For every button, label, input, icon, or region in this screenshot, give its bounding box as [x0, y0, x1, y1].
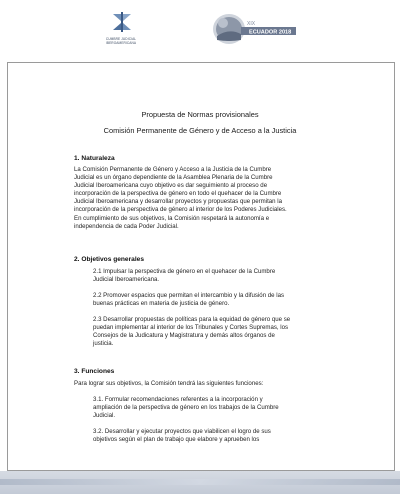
text-line: 2.3 Desarrollar propuestas de políticas para la equidad de género que se	[93, 316, 291, 323]
cumbre-judicial-logo	[92, 10, 150, 54]
ecuador-2018-logo	[207, 12, 299, 46]
objetivo-item-2-1	[93, 268, 329, 284]
text-line: 2.1 Impulsar la perspectiva de género en el quehacer de la Cumbre	[93, 268, 276, 275]
logo-caption-line-1: CUMBRE JUDICIAL	[105, 37, 137, 41]
text-line: Judicial es un órgano dependiente de la Asamblea Plenaria de la Cumbre	[74, 174, 273, 182]
text-line: 2.2 Promover espacios que permitan el intercambio y la difusión de las	[93, 292, 285, 299]
text-line: 3.2. Desarrollar y ejecutar proyectos que viabilicen el logro de sus	[93, 428, 271, 435]
text-line: incorporación de la perspectiva de género en todo el quehacer de la Cumbre	[74, 190, 282, 198]
text-line: La Comisión Permanente de Género y Acceso a la Justicia de la Cumbre	[74, 166, 272, 173]
logo-caption-line-2: IBEROAMERICANA	[105, 41, 137, 45]
section-heading-objetivos: 2. Objetivos generales	[74, 256, 144, 263]
letterhead	[0, 0, 400, 62]
cumbre-emblem-icon	[110, 10, 134, 34]
text-line: Consejos de la Judicatura y Magistratura y demás altos órganos de	[93, 332, 275, 340]
logo-sub-text: XIX	[247, 21, 256, 27]
funciones-intro: Para lograr sus objetivos, la Comisión tendrá las siguientes funciones:	[74, 380, 264, 387]
document-title: Propuesta de Normas provisionales	[141, 110, 259, 119]
naturaleza-paragraph	[74, 166, 330, 231]
text-line: puedan implementar al interior de los Tribunales y Cortes Supremas, los	[93, 324, 289, 332]
text-line: En cumplimiento de sus objetivos, la Comisión respetará la autonomía e	[74, 214, 270, 222]
text-line: justicia.	[93, 340, 114, 348]
funcion-item-3-1	[93, 396, 329, 420]
footer-stripe	[0, 479, 400, 485]
text-line: incorporación de la perspectiva de género al interior de los Poderes Judiciales.	[74, 206, 287, 214]
text-line: ampliación de la perspectiva de género en los trabajos de la Cumbre	[93, 404, 279, 412]
objetivo-item-2-3	[93, 316, 329, 348]
text-line: Judicial.	[93, 412, 116, 420]
funcion-item-3-2	[93, 428, 329, 444]
section-heading-funciones: 3. Funciones	[74, 368, 115, 375]
text-line: Judicial Iberoamericana y desarrollar proyectos y propuestas que permitan la	[74, 198, 282, 206]
text-line: objetivos según el plan de trabajo que elabore y aprueben los	[93, 436, 260, 444]
footer-band	[0, 471, 400, 494]
text-line: independencia de cada Poder Judicial.	[74, 222, 179, 230]
text-line: Judicial Iberoamericana cuyo objetivo es dar seguimiento al proceso de	[74, 182, 268, 190]
section-heading-naturaleza: 1. Naturaleza	[74, 155, 115, 162]
text-line: buenas prácticas en materia de justicia de género.	[93, 300, 230, 308]
text-line: Judicial Iberoamericana.	[93, 276, 160, 284]
document-subtitle: Comisión Permanente de Género y de Acceso a la Justicia	[103, 126, 297, 135]
logo-year-text: ECUADOR 2018	[249, 29, 292, 36]
objetivo-item-2-2	[93, 292, 329, 308]
text-line: 3.1. Formular recomendaciones referentes a la incorporación y	[93, 396, 263, 403]
